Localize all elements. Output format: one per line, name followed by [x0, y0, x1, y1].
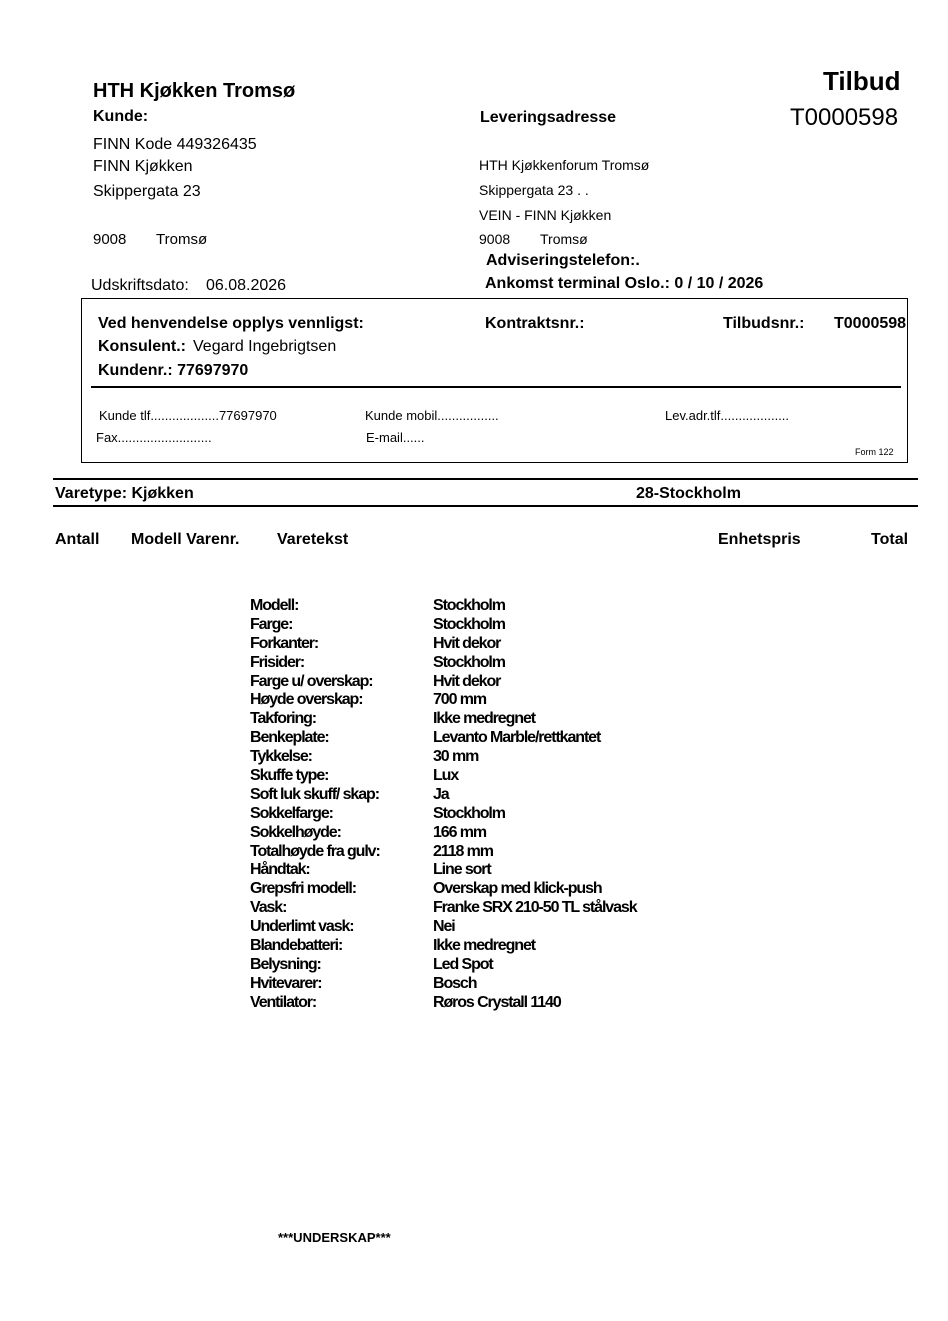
company-name: HTH Kjøkken Tromsø — [93, 80, 296, 102]
spec-value: Franke SRX 210-50 TL stålvask — [433, 899, 637, 917]
customer-line-3: Skippergata 23 — [93, 183, 201, 200]
spec-row — [250, 786, 637, 805]
col-text: Varetekst — [277, 531, 349, 548]
spec-label: Sokkelfarge: — [250, 804, 333, 822]
product-model: 28-Stockholm — [636, 485, 741, 502]
spec-row — [250, 767, 637, 786]
spec-label: Belysning: — [250, 955, 321, 973]
document-number: T0000598 — [790, 104, 899, 131]
spec-label: Soft luk skuff/ skap: — [250, 785, 379, 803]
spec-label: Vask: — [250, 899, 287, 917]
spec-row — [250, 824, 637, 843]
spec-value: Lux — [433, 767, 459, 785]
spec-label: Underlimt vask: — [250, 918, 354, 936]
document-type: Tilbud — [823, 66, 901, 96]
delivery-line-2: Skippergata 23 . . — [479, 182, 589, 198]
spec-label: Sokkelhøyde: — [250, 823, 341, 841]
section-heading: ***UNDERSKAP*** — [278, 1230, 391, 1245]
spec-row — [250, 937, 637, 956]
delivery-line-3: VEIN - FINN Kjøkken — [479, 207, 612, 223]
customer-number: Kundenr.: 77697970 — [98, 362, 249, 379]
spec-row — [250, 918, 637, 937]
spec-label: Tykkelse: — [250, 748, 312, 766]
spec-label: Frisider: — [250, 653, 305, 671]
spec-label: Farge u/ overskap: — [250, 672, 373, 690]
spec-label: Farge: — [250, 615, 293, 633]
spec-row — [250, 975, 637, 994]
offer-value: T0000598 — [834, 315, 907, 332]
customer-phone: Kunde tlf...................77697970 — [99, 408, 277, 423]
spec-label: Skuffe type: — [250, 767, 329, 785]
spec-row — [250, 899, 637, 918]
spec-label: Totalhøyde fra gulv: — [250, 842, 380, 860]
customer-mobile: Kunde mobil................. — [365, 408, 499, 423]
spec-value: 166 mm — [433, 823, 486, 841]
print-date-label: Udskriftsdato: — [91, 277, 189, 294]
spec-row — [250, 880, 637, 899]
spec-list — [250, 597, 637, 1013]
spec-label: Grepsfri modell: — [250, 880, 356, 898]
spec-value: Stockholm — [433, 597, 505, 614]
spec-value: Ikke medregnet — [433, 937, 535, 955]
form-number: Form 122 — [855, 447, 894, 457]
customer-postcode: 9008 — [93, 231, 127, 248]
spec-value: Ja — [433, 785, 449, 803]
spec-value: Ikke medregnet — [433, 710, 535, 728]
delivery-city: Tromsø — [540, 231, 588, 247]
top-rule — [53, 478, 918, 480]
spec-label: Benkeplate: — [250, 729, 329, 747]
spec-value: Overskap med klick-push — [433, 880, 602, 898]
fax: Fax.......................... — [96, 430, 212, 445]
spec-value: Røros Crystall 1140 — [433, 993, 561, 1011]
spec-value: 700 mm — [433, 691, 486, 709]
print-date: 06.08.2026 — [206, 277, 287, 294]
col-total: Total — [871, 531, 909, 548]
customer-city: Tromsø — [156, 231, 208, 248]
spec-row — [250, 673, 637, 692]
delivery-phone: Lev.adr.tlf................... — [665, 408, 790, 423]
consultant-name: Vegard Ingebrigtsen — [193, 338, 337, 355]
spec-value: Stockholm — [433, 653, 505, 671]
contact-divider — [91, 386, 901, 388]
spec-row — [250, 710, 637, 729]
delivery-label: Leveringsadresse — [480, 109, 617, 126]
spec-row — [250, 861, 637, 880]
spec-label: Blandebatteri: — [250, 937, 343, 955]
spec-label: Takforing: — [250, 710, 317, 728]
spec-value: Nei — [433, 918, 455, 936]
spec-row — [250, 729, 637, 748]
customer-line-2: FINN Kjøkken — [93, 158, 193, 175]
contract-label: Kontraktsnr.: — [485, 315, 585, 332]
customer-label: Kunde: — [93, 108, 149, 125]
spec-value: Line sort — [433, 861, 491, 879]
col-qty: Antall — [55, 531, 100, 548]
spec-label: Håndtak: — [250, 861, 310, 879]
spec-label: Høyde overskap: — [250, 691, 363, 709]
advisering-phone: Adviseringstelefon:. — [486, 252, 640, 269]
spec-value: Hvit dekor — [433, 634, 501, 652]
spec-row — [250, 691, 637, 710]
spec-row — [250, 635, 637, 654]
delivery-line-1: HTH Kjøkkenforum Tromsø — [479, 157, 650, 173]
spec-value: Levanto Marble/rettkantet — [433, 729, 601, 747]
spec-label: Ventilator: — [250, 993, 317, 1011]
offer-label: Tilbudsnr.: — [723, 315, 805, 332]
spec-row — [250, 654, 637, 673]
delivery-postcode: 9008 — [479, 231, 511, 247]
spec-row — [250, 956, 637, 975]
spec-value: Hvit dekor — [433, 672, 501, 690]
product-type: Varetype: Kjøkken — [55, 485, 194, 502]
inquiry-text: Ved henvendelse opplys vennligst: — [98, 315, 364, 332]
spec-label: Forkanter: — [250, 634, 319, 652]
spec-value: Bosch — [433, 974, 477, 992]
spec-row — [250, 843, 637, 862]
customer-line-1: FINN Kode 449326435 — [93, 136, 257, 153]
col-unit-price: Enhetspris — [718, 531, 801, 548]
spec-row — [250, 616, 637, 635]
col-model: Modell Varenr. — [131, 531, 240, 548]
consultant-label: Konsulent.: — [98, 338, 186, 355]
spec-row — [250, 994, 637, 1013]
spec-row — [250, 805, 637, 824]
spec-value: Stockholm — [433, 804, 505, 822]
spec-value: 30 mm — [433, 748, 479, 766]
spec-row — [250, 597, 637, 616]
bottom-rule — [53, 505, 918, 507]
spec-label: Hvitevarer: — [250, 974, 322, 992]
spec-value: Led Spot — [433, 955, 493, 973]
arrival-terminal: Ankomst terminal Oslo.: 0 / 10 / 2026 — [485, 275, 764, 292]
email: E-mail...... — [366, 430, 425, 445]
spec-label: Modell: — [250, 597, 299, 614]
spec-value: Stockholm — [433, 615, 505, 633]
spec-value: 2118 mm — [433, 842, 493, 860]
spec-row — [250, 748, 637, 767]
